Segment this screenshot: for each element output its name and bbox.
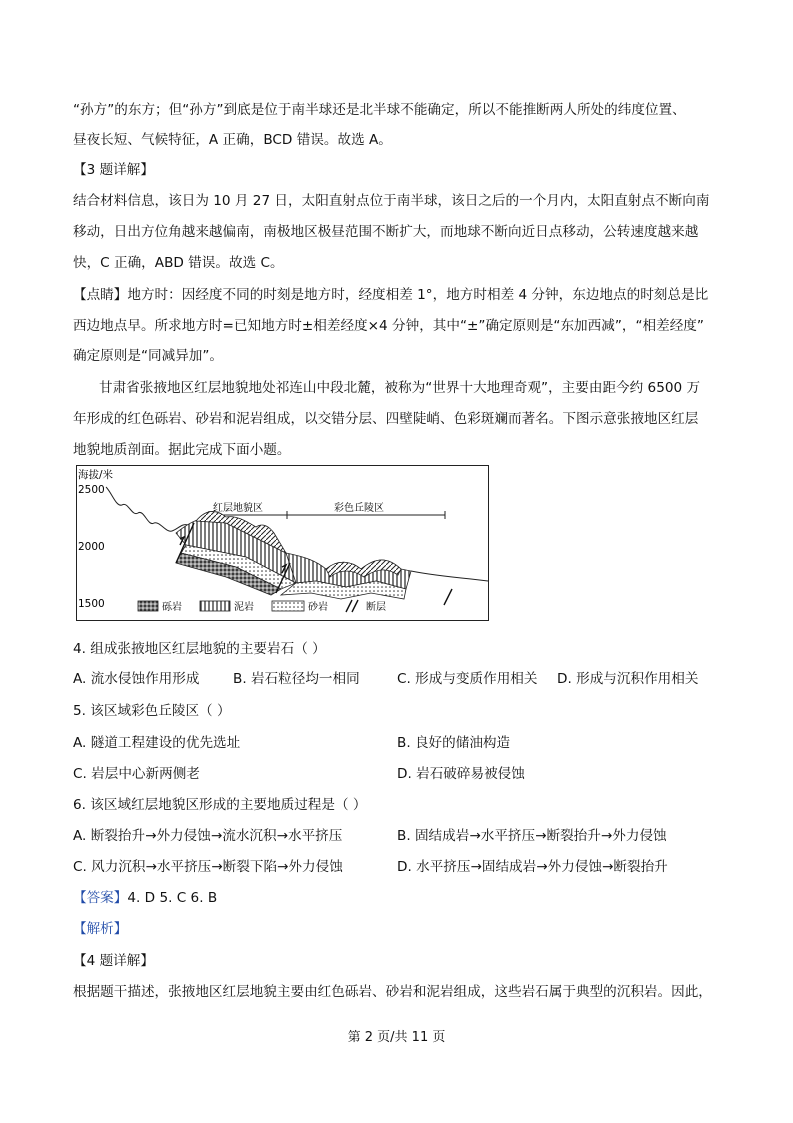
paragraph-line: 甘肃省张掖地区红层地貌地处祁连山中段北麓，被称为“世界十大地理奇观”，主要由距今约 6500 万 xyxy=(99,380,701,396)
y-axis-label: 海拔/米 xyxy=(78,469,114,481)
legend-label: 砾岩 xyxy=(162,602,182,613)
paragraph-line: 移动，日出方位角越来越偏南，南极地区极昼范围不断扩大，而地球不断向近日点移动，公转速度越来越 xyxy=(73,224,699,240)
geologic-profile-figure xyxy=(76,465,489,621)
q6-option-c: C. 风力沉积→水平挤压→断裂下陷→外力侵蚀 xyxy=(73,859,343,875)
q4-option-b: B. 岩石粒径均一相同 xyxy=(233,671,360,687)
q5-option-d: D. 岩石破碎易被侵蚀 xyxy=(397,766,525,782)
figure-frame xyxy=(77,466,489,621)
y-tick-label: 2500 xyxy=(78,484,105,496)
paragraph-line: 结合材料信息，该日为 10 月 27 日，太阳直射点位于南半球，该日之后的一个月内，太阳直射点不断向南 xyxy=(73,193,710,209)
q6-option-a: A. 断裂抬升→外力侵蚀→流水沉积→水平挤压 xyxy=(73,828,343,844)
section-heading: 【3 题详解】 xyxy=(73,162,154,178)
page-footer: 第 2 页/共 11 页 xyxy=(347,1030,446,1045)
answer-line xyxy=(73,889,217,907)
question-6: 6. 该区域红层地貌区形成的主要地质过程是（ ） xyxy=(73,797,367,813)
answer-text: 4. D 5. C 6. B xyxy=(127,890,218,906)
q6-option-b: B. 固结成岩→水平挤压→断裂抬升→外力侵蚀 xyxy=(397,828,667,844)
legend-swatch-conglomerate xyxy=(138,601,158,611)
legend-swatch-mudstone xyxy=(200,601,230,611)
paragraph-line: 地貌地质剖面。据此完成下面小题。 xyxy=(73,442,291,458)
analysis-label: 【解析】 xyxy=(73,921,128,937)
paragraph-line: 快，C 正确，ABD 错误。故选 C。 xyxy=(73,255,284,271)
paragraph-line: 昼夜长短、气候特征，A 正确，BCD 错误。故选 A。 xyxy=(73,132,392,148)
legend-label: 泥岩 xyxy=(234,602,254,613)
q6-option-d: D. 水平挤压→固结成岩→外力侵蚀→断裂抬升 xyxy=(397,859,668,875)
y-tick-label: 2000 xyxy=(78,541,105,553)
q4-option-d: D. 形成与沉积作用相关 xyxy=(557,671,699,687)
paragraph-line: 根据题干描述，张掖地区红层地貌主要由红色砾岩、砂岩和泥岩组成，这些岩石属于典型的沉积岩。因此， xyxy=(73,984,712,1000)
q5-option-c: C. 岩层中心新两侧老 xyxy=(73,766,200,782)
legend-label: 砂岩 xyxy=(308,602,328,613)
question-4: 4. 组成张掖地区红层地貌的主要岩石（ ） xyxy=(73,641,326,657)
question-5: 5. 该区域彩色丘陵区（ ） xyxy=(73,703,231,719)
legend-label: 断层 xyxy=(366,602,386,613)
answer-label: 【答案】 xyxy=(73,890,128,906)
q5-option-b: B. 良好的储油构造 xyxy=(397,735,511,751)
zone-label-red-layer: 红层地貌区 xyxy=(213,503,263,514)
section-heading: 【4 题详解】 xyxy=(73,953,154,969)
paragraph-line: “孙方”的东方；但“孙方”到底是位于南半球还是北半球不能确定，所以不能推断两人所处的纬度位置、 xyxy=(73,102,686,118)
q4-option-c: C. 形成与变质作用相关 xyxy=(397,671,538,687)
legend-swatch-sandstone xyxy=(272,601,304,611)
q5-option-a: A. 隧道工程建设的优先选址 xyxy=(73,735,241,751)
q4-option-a: A. 流水侵蚀作用形成 xyxy=(73,671,200,687)
paragraph-line: 【点睛】地方时：因经度不同的时刻是地方时，经度相差 1°，地方时相差 4 分钟，东边地点的时刻总是比 xyxy=(73,287,709,303)
y-tick-label: 1500 xyxy=(78,598,105,610)
paragraph-line: 确定原则是“同减异加”。 xyxy=(73,348,224,364)
paragraph-line: 年形成的红色砾岩、砂岩和泥岩组成，以交错分层、四壁陡峭、色彩斑斓而著名。下图示意张掖地区红层 xyxy=(73,411,699,427)
zone-label-colorful-hills: 彩色丘陵区 xyxy=(334,503,384,514)
paragraph-line: 西边地点早。所求地方时=已知地方时±相差经度×4 分钟，其中“±”确定原则是“东加西减”，“相差经度” xyxy=(73,318,704,334)
